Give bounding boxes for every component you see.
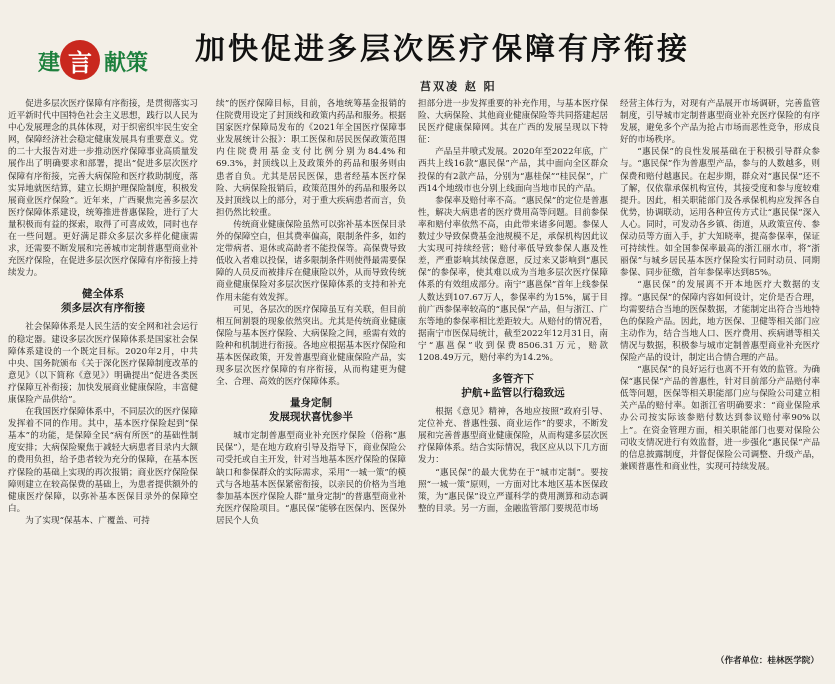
subheading-line-1: 多管齐下	[492, 373, 534, 386]
logo-circle-icon: 言	[60, 40, 100, 80]
article-headline: 加快促进多层次医疗保障有序衔接	[195, 32, 690, 67]
paragraph: 经营主体行为，对现有产品展开市场调研，完善监管制度，引导城市定制普惠型商业补充医疗保险的有序发展，避免多个产品为抢占市场而恶性竞争，形成良好的市场秩序。	[620, 99, 820, 146]
text-column-3	[418, 98, 608, 658]
paragraph: 担部分进一步发挥重要的补充作用，与基本医疗保险、大病保险、其他商业健康保险等共同搭建起居民医疗健康保障网。其在广西的发展呈现以下特征：	[418, 99, 608, 146]
logo-text-right: 献策	[104, 51, 149, 76]
paragraph: 可见，各层次的医疗保障虽互有关联，但目前相互间割裂的现象依然突出。尤其是传统商业健康保险与基本医疗保险、大病保险之间，亟需有效的险种和机制进行衔接。各地应根据基本医疗保险和基本医保政策，开发普惠型商业健康保险产品，实现多层次医疗保障的有序衔接，从而构建更为健全、合理、高效的医疗保障体系。	[216, 304, 406, 388]
paragraph: 在我国医疗保障体系中，不同层次的医疗保障发挥着不同的作用。其中，基本医疗保险起到“保基本”的功能，是保障全民“病有所医”的基础性制度安排；大病保险聚焦于减轻大病患者目录内大额的费用负担，给予患者较为充分的保障，在基本医疗保险的基础上实现的再次报销；商业医疗保险保障则建立在较高保费的基础上，为患者提供额外的健康医疗保障，以弥补基本医保目录外的保障空白。	[8, 407, 198, 514]
column-logo	[38, 40, 168, 86]
subheading-line-2: 发展现状喜忧参半	[269, 411, 353, 424]
paragraph: 城市定制普惠型商业补充医疗保险（俗称“惠民保”），是在地方政府引导及指导下，商业保险公司受托或自主开发，针对当地基本医疗保险的保障缺口和参保群众的实际需求，采用“一城一策”的模式与各地基本医保紧密衔接，以亲民的价格为当地参加基本医疗保险人群“量身定制”的普惠型商业补充医疗保险项目。“惠民保”能够在医保内、医保外居民个人负	[216, 431, 406, 526]
paragraph: “惠民保”的良性发展基础在于积极引导群众参与。“惠民保”作为普惠型产品，参与的人数越多，则保费和赔付越惠民。在起步期，群众对“惠民保”还不了解，仅依靠承保机构宣传，其接受度和参与度较难提升。因此，相关职能部门及各承保机构应发挥各自优势，协调联动，运用各种宣传方式让“惠民保”深入人心。同时，可发动各乡镇、街道，从政策宣传、参保动员等方面入手，扩大知晓率，提高参保率，保证可持续性。如全国参保率最高的浙江丽水市，将“浙丽保”与城乡居民基本医疗保险实行同时动员、同期参保、同步征缴，首年参保率达到85%。	[620, 147, 820, 279]
subheading	[216, 396, 406, 424]
author-affiliation: （作者单位：桂林医学院）	[715, 656, 819, 666]
subheading	[418, 372, 608, 400]
logo-text-left: 建	[38, 51, 61, 76]
subheading-line-1: 量身定制	[290, 397, 332, 410]
text-column-2	[216, 98, 406, 678]
paragraph: “惠民保”的良好运行也离不开有效的监管。为确保“惠民保”产品的普惠性，针对目前部分产品赔付率低等问题，医保等相关职能部门应与保险公司建立相关产品的赔付率。如浙江省明确要求：“商业保险承办公司按实际该参赔付数达到参议赔付率90%以上”。在资金管理方面，相关职能部门也要对保险公司收支情况进行有效监督，进一步强化“惠民保”产品的信息披露制度，并督促保险公司调整、升级产品，兼顾普惠性和商业性，实现可持续发展。	[620, 365, 820, 472]
paragraph: 续”的医疗保障目标，目前，各地统筹基金报销的住院费用设定了封顶线和政策内药品和服务。根据国家医疗保障局发布的《2021年全国医疗保障事业发展统计公报》：职工医保和居民医保政策范围内住院费用基金支付比例分别为84.4%和69.3%，封顶线以上及政策外的药品和服务则由患者自负。尤其是居民医保，患者经基本医疗保险、大病保险报销后，政策范围外的药品和服务以及封顶线以上的部分，对于重大疾病患者而言，负担仍然比较重。	[216, 99, 406, 218]
paragraph: 为了实现“保基本、广覆盖、可持	[25, 515, 150, 526]
paragraph: 社会保障体系是人民生活的安全网和社会运行的稳定器。建设多层次医疗保障体系是国家社会保障体系建设的一个既定目标。2020年2月，中共中央、国务院颁布《关于深化医疗保障制度改革的意见》（以下简称《意见》）明确提出“促进各类医疗保障互补衔接；加快发展商业健康保险，丰富健康保险产品供给”。	[8, 322, 198, 405]
paragraph: 产品呈井喷式发展。2020年至2022年底，广西共上线16款“惠民保”产品，其中面向全区群众投保的有2款产品，分别为“惠桂保”“桂民保”，广西14个地级市也分别上线面向当地市民的产品。	[418, 147, 608, 194]
subheading-line-1: 健全体系	[82, 288, 124, 301]
subheading-line-2: 须多层次有序衔接	[61, 302, 145, 315]
paragraph: “惠民保”的最大优势在于“城市定制”。要按照“一城一策”原则，一方面对比本地区基本医保政策，为“惠民保”设立严谨科学的费用测算和动态调整的目录。另一方面，金融监管部门要规范市场	[418, 467, 608, 514]
paragraph: “惠民保”的发展离不开本地医疗大数据的支撑。“惠民保”的保障内容如何设计，定价是否合理，均需要结合当地的医保数据，才能制定出符合当地特色的保险产品。因此，地方医保、卫健等相关部门应主动作为，结合当地人口、医疗费用、疾病谱等相关情况与数据，积极参与城市定制普惠型商业补充医疗保险产品的设计，制定出合情合理的产品。	[620, 280, 820, 363]
text-column-4	[620, 98, 820, 658]
subheading	[8, 287, 198, 315]
subheading-line-2: 护航+监管以行稳致远	[461, 387, 565, 400]
paragraph: 传统商业健康保险虽然可以弥补基本医保目录外的保障空白，但其费率偏高，限制条件多，如约定带病者、退休或高龄者不能投保等。高保费导致低收入者难以投保，诸多限制条件则使得最需要保障的人员反而被排斥在健康险以外，从而导致传统商业健康保险对多层次医疗保障体系的支持和补充作用未能有效发挥。	[216, 219, 406, 303]
paragraph: 根据《意见》精神，各地应按照“政府引导、定位补充、普惠性强、商业运作”的要求，不断发展和完善普惠型商业健康保险，从而构建多层次医疗保障体系。结合实际情况，我区应从以下几方面发力：	[418, 407, 608, 466]
paragraph: 参保率及赔付率不高。“惠民保”的定位是普惠性，解决大病患者的医疗费用高等问题。目前参保率和赔付率依然不高，由此带来诸多问题。参保人数过少导致保费基金池规模不足，承保机构因此议大实现可持续经营；赔付率低导致参保人惠及性差，严重影响其续保意愿，反过来又影响到“惠民保”的参保率，使其难以成为当地多层次医疗保障体系的有效组成部分。南宁“惠邕保”首年上线参保人数达到107.67万人，参保率约为15%，属于目前广西参保率较高的“惠民保”产品，但与浙江、广东等地的参保率相比差距较大。从赔付的情况看，据南宁市医保局统计，截至2022年12月31日，南宁“惠邕保”收到保费8506.31万元，赔款1208.49万元，赔付率约为14.2%。	[418, 195, 608, 363]
article-authors: 莒双凌 赵 阳	[420, 80, 497, 93]
text-column-1	[8, 98, 198, 678]
paragraph: 促进多层次医疗保障有序衔接，是贯彻落实习近平新时代中国特色社会主义思想，践行以人民为中心发展理念的具体体现，对于织密织牢民生安全网，保障经济社会稳定健康发展具有重要意义。党的二十大报告对进一步推动医疗保障事业高质量发展作出了明确要求和部署，提出“促进多层次医疗保障有序衔接，完善大病保险和医疗救助制度，落实异地就医结算，建立长期护理保险制度，积极发展商业医疗保险”。近年来，广西聚焦完善多层次医疗保障体系建设，统筹推进普惠保险，进行了大量积极而有益的探索，取得了可喜成效，同时也存在一些问题。更好满足群众多层次多样化健康需求，还需要不断发展和完善城市定制普惠型商业补充医疗保险，在促进多层次医疗保障有序衔接上持续发力。	[8, 99, 198, 279]
